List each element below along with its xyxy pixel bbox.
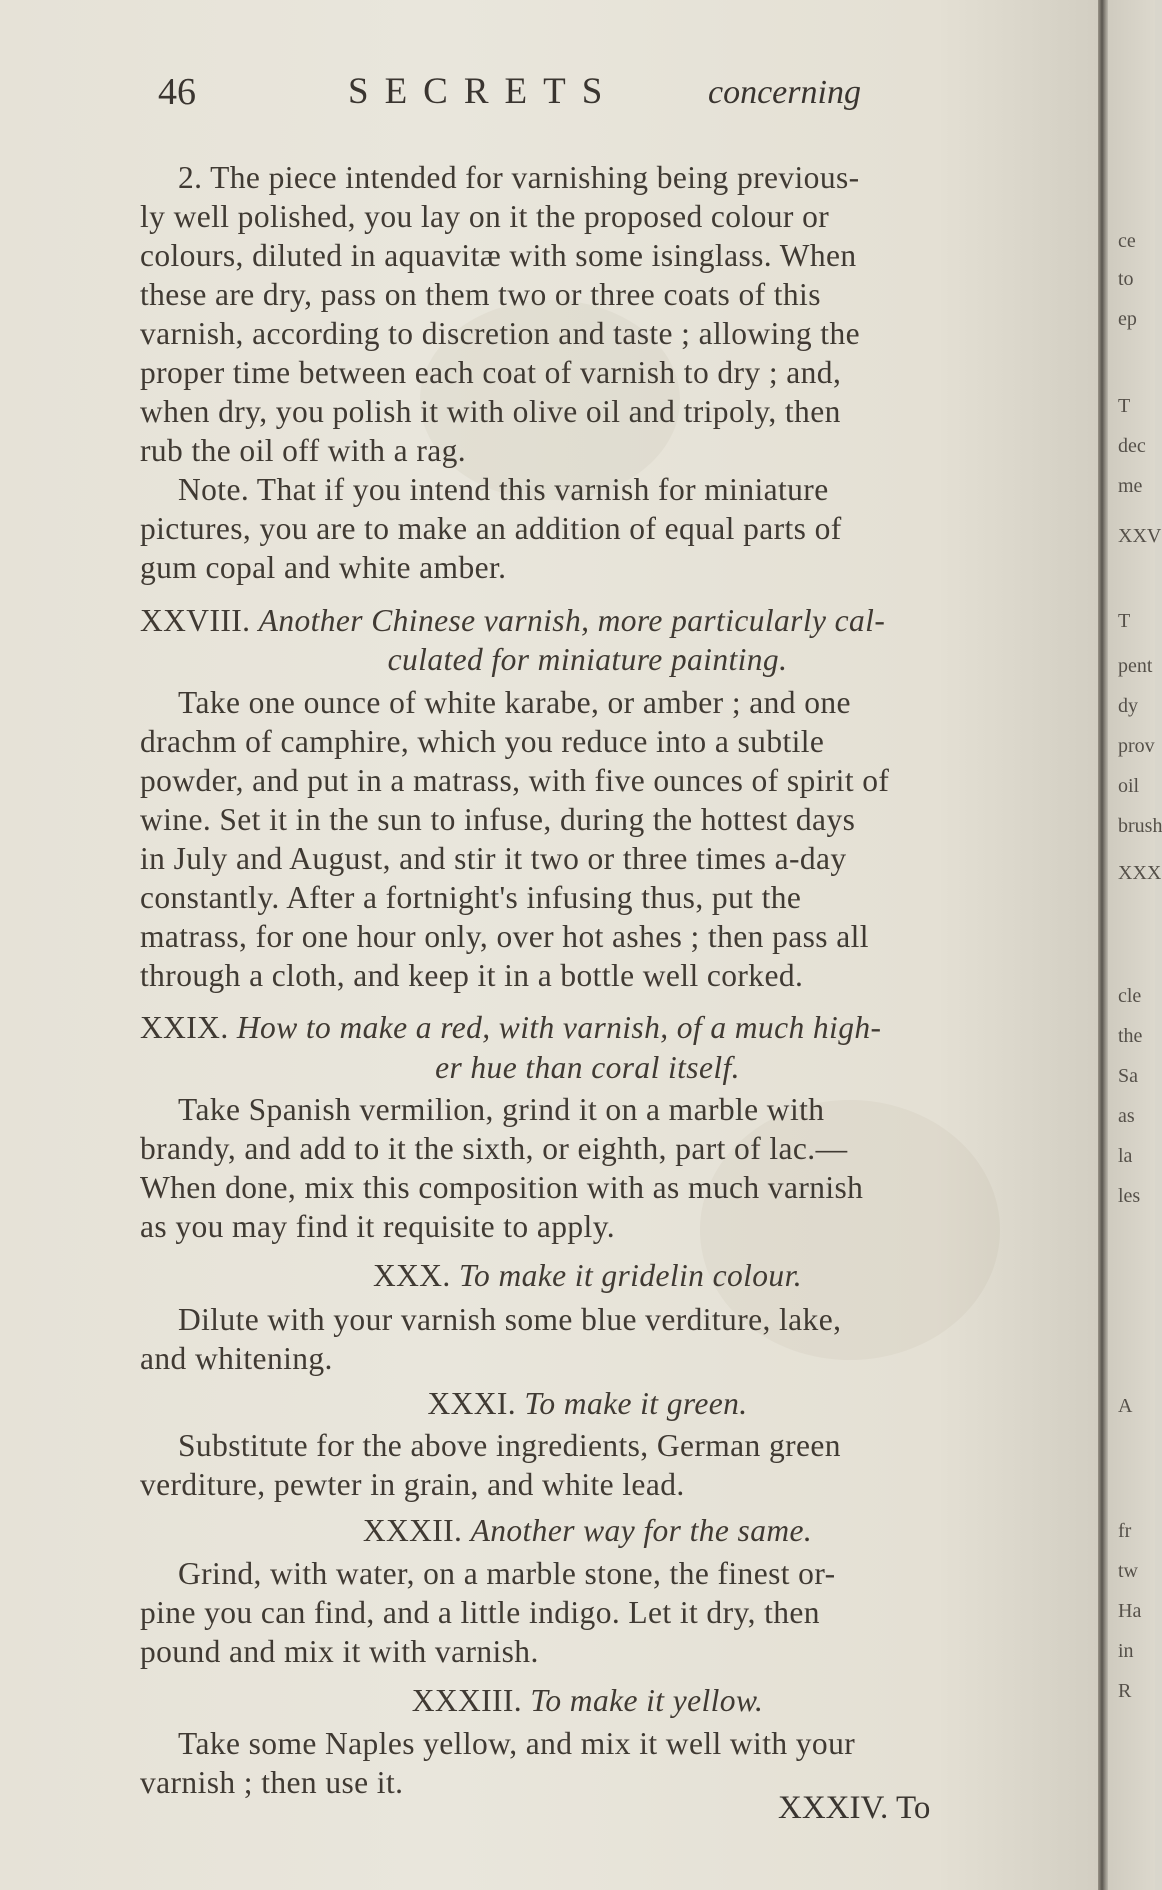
page-number: 46 bbox=[158, 71, 196, 113]
edge-text: brush bbox=[1118, 815, 1162, 837]
text-line: Grind, with water, on a marble stone, the finest or- bbox=[178, 1556, 836, 1591]
text-line: powder, and put in a matrass, with five ounces of spirit of bbox=[140, 763, 890, 798]
edge-text: dec bbox=[1118, 435, 1146, 457]
section-title-continued: er hue than coral itself. bbox=[435, 1050, 740, 1085]
section-heading bbox=[140, 1386, 1035, 1422]
text-line: rub the oil off with a rag. bbox=[140, 433, 467, 468]
note-line: Note. That if you intend this varnish for miniature bbox=[178, 472, 829, 507]
edge-text: pent bbox=[1118, 655, 1153, 677]
section-numeral: XXVIII. bbox=[140, 603, 251, 638]
edge-text: T bbox=[1118, 395, 1131, 417]
edge-text: oil bbox=[1118, 775, 1140, 797]
text-line: colours, diluted in aquavitæ with some isinglass. When bbox=[140, 238, 857, 273]
facing-page-edge bbox=[1108, 0, 1162, 1890]
text-line: verditure, pewter in grain, and white lead. bbox=[140, 1467, 685, 1502]
section-heading bbox=[140, 1513, 1035, 1549]
section-heading bbox=[140, 1010, 881, 1046]
text-line: Take some Naples yellow, and mix it well with your bbox=[178, 1726, 856, 1761]
text-line: Take one ounce of white karabe, or amber ; and one bbox=[178, 685, 851, 720]
text-line: varnish ; then use it. bbox=[140, 1765, 404, 1800]
text-line: and whitening. bbox=[140, 1341, 333, 1376]
text-line: constantly. After a fortnight's infusing thus, put the bbox=[140, 880, 802, 915]
edge-text: la bbox=[1118, 1145, 1133, 1167]
text-line: 2. The piece intended for varnishing being previous- bbox=[178, 160, 860, 195]
section-title: To make it gridelin colour. bbox=[459, 1258, 803, 1293]
text-line: ly well polished, you lay on it the proposed colour or bbox=[140, 199, 830, 234]
text-line: these are dry, pass on them two or three coats of this bbox=[140, 277, 821, 312]
edge-text: XXV bbox=[1118, 525, 1162, 547]
text-line: through a cloth, and keep it in a bottle well corked. bbox=[140, 958, 804, 993]
edge-text: tw bbox=[1118, 1560, 1138, 1582]
running-title: SECRETS bbox=[348, 71, 619, 112]
section-numeral: XXXII. bbox=[362, 1513, 463, 1548]
running-header bbox=[148, 70, 908, 120]
edge-text: me bbox=[1118, 475, 1143, 497]
text-line: When done, mix this composition with as much varnish bbox=[140, 1170, 864, 1205]
text-line: pound and mix it with varnish. bbox=[140, 1634, 539, 1669]
catchword: XXXIV. To bbox=[778, 1790, 931, 1826]
edge-text: as bbox=[1118, 1105, 1135, 1127]
section-heading bbox=[140, 1258, 1035, 1294]
edge-text: les bbox=[1118, 1185, 1141, 1207]
edge-text: the bbox=[1118, 1025, 1143, 1047]
text-line: brandy, and add to it the sixth, or eighth, part of lac.— bbox=[140, 1131, 848, 1166]
note-line: gum copal and white amber. bbox=[140, 550, 507, 585]
edge-text: in bbox=[1118, 1640, 1134, 1662]
text-line: when dry, you polish it with olive oil and tripoly, then bbox=[140, 394, 841, 429]
section-title: Another Chinese varnish, more particularly cal- bbox=[258, 603, 886, 638]
edge-text: cle bbox=[1118, 985, 1142, 1007]
section-title: How to make a red, with varnish, of a much high- bbox=[236, 1010, 882, 1045]
edge-text: to bbox=[1118, 268, 1134, 290]
text-line: in July and August, and stir it two or three times a-day bbox=[140, 841, 847, 876]
edge-text: dy bbox=[1118, 695, 1138, 717]
edge-text: prov bbox=[1118, 735, 1155, 757]
section-title: Another way for the same. bbox=[470, 1513, 813, 1548]
edge-text: T bbox=[1118, 610, 1131, 632]
text-line: varnish, according to discretion and taste ; allowing the bbox=[140, 316, 860, 351]
section-numeral: XXIX. bbox=[140, 1010, 229, 1045]
book-gutter bbox=[1098, 0, 1108, 1890]
section-numeral: XXXIII. bbox=[411, 1683, 523, 1718]
edge-text: ep bbox=[1118, 308, 1137, 330]
edge-text: R bbox=[1118, 1680, 1132, 1702]
edge-text: A bbox=[1118, 1395, 1133, 1417]
section-heading bbox=[140, 1683, 1035, 1719]
section-heading bbox=[140, 603, 885, 639]
text-line: Take Spanish vermilion, grind it on a marble with bbox=[178, 1092, 825, 1127]
section-title: To make it yellow. bbox=[530, 1683, 764, 1718]
running-subtitle: concerning bbox=[708, 74, 861, 111]
section-title-continued: culated for miniature painting. bbox=[387, 642, 788, 677]
text-line: Dilute with your varnish some blue verditure, lake, bbox=[178, 1302, 842, 1337]
edge-text: fr bbox=[1118, 1520, 1132, 1542]
section-numeral: XXXI. bbox=[427, 1386, 517, 1421]
edge-text: ce bbox=[1118, 230, 1136, 252]
text-line: wine. Set it in the sun to infuse, during the hottest days bbox=[140, 802, 856, 837]
text-line: matrass, for one hour only, over hot ashes ; then pass all bbox=[140, 919, 869, 954]
text-line: as you may find it requisite to apply. bbox=[140, 1209, 616, 1244]
text-line: proper time between each coat of varnish to dry ; and, bbox=[140, 355, 842, 390]
section-title: To make it green. bbox=[524, 1386, 748, 1421]
edge-text: Ha bbox=[1118, 1600, 1142, 1622]
section-numeral: XXX. bbox=[372, 1258, 451, 1293]
edge-text: XXX bbox=[1118, 862, 1162, 884]
edge-text: Sa bbox=[1118, 1065, 1138, 1087]
text-line: Substitute for the above ingredients, German green bbox=[178, 1428, 841, 1463]
note-line: pictures, you are to make an addition of equal parts of bbox=[140, 511, 842, 546]
text-line: drachm of camphire, which you reduce into a subtile bbox=[140, 724, 825, 759]
text-line: pine you can find, and a little indigo. Let it dry, then bbox=[140, 1595, 820, 1630]
